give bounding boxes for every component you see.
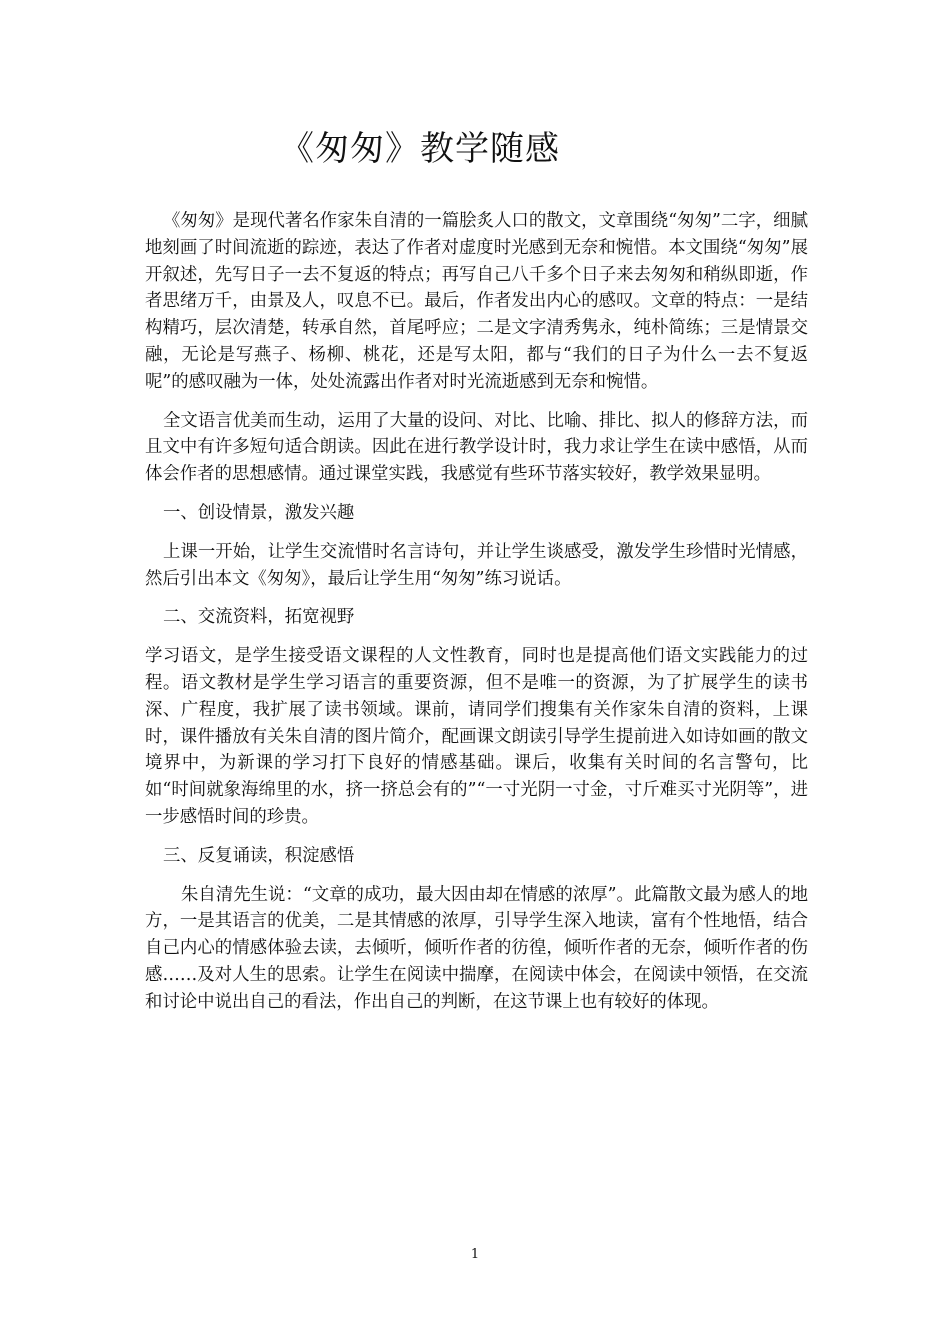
section-heading-1: 一、创设情景，激发兴趣 <box>163 502 355 523</box>
document-body <box>145 208 808 1028</box>
section-heading-2: 二、交流资料，拓宽视野 <box>163 607 355 628</box>
paragraph-language: 全文语言优美而生动，运用了大量的设问、对比、比喻、排比、拟人的修辞方法，而且文中有许多短句适合朗读。因此在进行教学设计时，我力求让学生在读中感悟，从而体会作者的思想感情。通过课堂实践，我感觉有些环节落实较好，教学效果显明。 <box>145 410 808 485</box>
paragraph-section-3: 朱自清先生说：“文章的成功，最大因由却在情感的浓厚”。此篇散文最为感人的地方，一是其语言的优美，二是其情感的浓厚，引导学生深入地读，富有个性地悟，结合自己内心的情感体验去读，去倾听，倾听作者的彷徨，倾听作者的无奈，倾听作者的伤感……及对人生的思索。让学生在阅读中揣摩，在阅读中体会，在阅读中领悟，在交流和讨论中说出自己的看法，作出自己的判断，在这节课上也有较好的体现。 <box>145 884 808 1012</box>
paragraph-section-1: 上课一开始，让学生交流惜时名言诗句，并让学生谈感受，激发学生珍惜时光情感，然后引出本文《匆匆》，最后让学生用“匆匆”练习说话。 <box>145 541 808 589</box>
paragraph-section-2: 学习语文，是学生接受语文课程的人文性教育，同时也是提高他们语文实践能力的过程。语文教材是学生学习语言的重要资源，但不是唯一的资源，为了扩展学生的读书深、广程度，我扩展了读书领域。课前，请同学们搜集有关作家朱自清的资料，上课时，课件播放有关朱自清的图片简介，配画课文朗读引导学生提前进入如诗如画的散文境界中，为新课的学习打下良好的情感基础。课后，收集有关时间的名言警句，比如“时间就象海绵里的水，挤一挤总会有的”“一寸光阴一寸金，寸斤难买寸光阴等”，进一步感悟时间的珍贵。 <box>145 646 808 827</box>
paragraph-intro: 《匆匆》是现代著名作家朱自清的一篇脍炙人口的散文，文章围绕“匆匆”二字，细腻地刻画了时间流逝的踪迹，表达了作者对虚度时光感到无奈和惋惜。本文围绕“匆匆”展开叙述，先写日子一去不复返的特点；再写自己八千多个日子来去匆匆和稍纵即逝，作者思绪万千，由景及人，叹息不已。最后，作者发出内心的感叹。文章的特点：一是结构精巧，层次清楚，转承自然，首尾呼应；二是文字清秀隽永，纯朴简练；三是情景交融，无论是写燕子、杨柳、桃花，还是写太阳，都与“我们的日子为什么一去不复返呢”的感叹融为一体，处处流露出作者对时光流逝感到无奈和惋惜。 <box>145 211 808 392</box>
page-number: 1 <box>470 1247 480 1262</box>
document-title: 《匆匆》教学随感 <box>280 129 560 169</box>
section-heading-3: 三、反复诵读，积淀感悟 <box>163 845 355 866</box>
